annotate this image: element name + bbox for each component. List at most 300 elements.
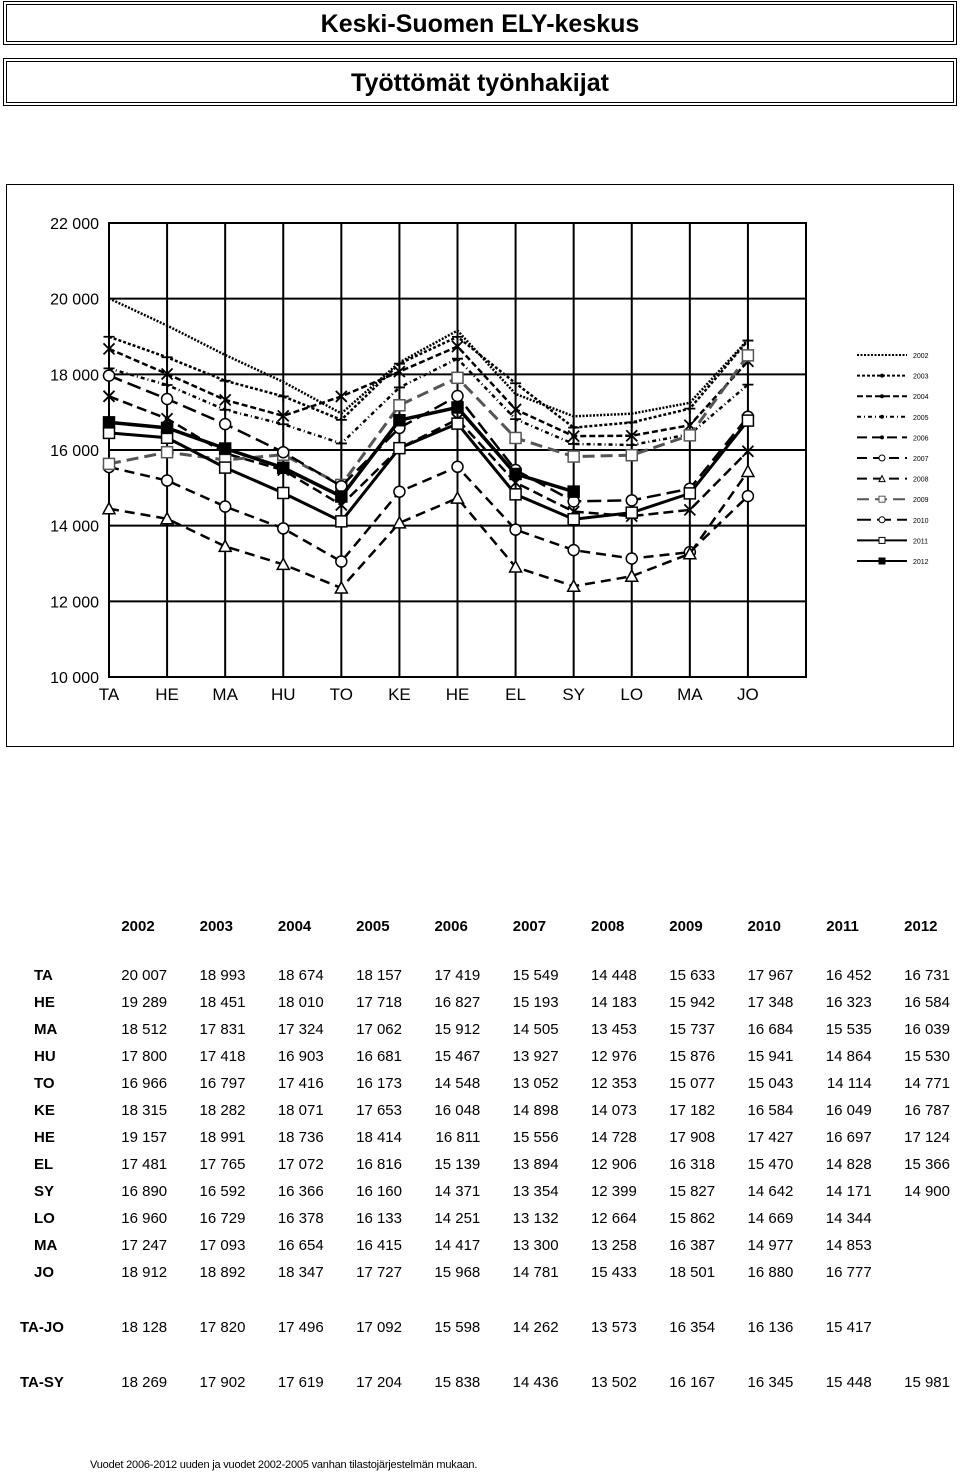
table-cell: 15 077 [669, 1075, 716, 1092]
y-tick-label: 18 000 [50, 367, 99, 385]
table-cell: 15 838 [434, 1374, 481, 1391]
series-2003 [104, 331, 754, 433]
table-cell: 14 251 [434, 1210, 481, 1227]
row-label: MA [34, 1237, 58, 1254]
table-cell: 13 258 [590, 1237, 637, 1254]
data-point [452, 391, 463, 402]
data-point [452, 492, 464, 503]
table-cell: 18 512 [121, 1021, 168, 1038]
data-point [742, 491, 753, 502]
table-cell: 14 728 [590, 1129, 637, 1146]
x-tick-label: EL [505, 685, 526, 704]
series-2008 [103, 465, 754, 593]
year-header: 2011 [826, 917, 859, 935]
table-cell: 17 908 [669, 1129, 716, 1146]
spacer-row [10, 940, 960, 962]
data-point [162, 380, 173, 391]
table-row [10, 1314, 960, 1341]
data-point [568, 486, 579, 497]
series-2002 [109, 298, 748, 416]
data-point [336, 516, 347, 527]
data-point [742, 465, 754, 476]
legend-marker [879, 558, 885, 564]
data-point [510, 489, 521, 500]
table-cell: 16 684 [747, 1021, 794, 1038]
title-header [6, 61, 954, 103]
table-cell: 17 062 [356, 1021, 402, 1038]
table-cell [882, 1205, 960, 1232]
data-point [162, 422, 173, 433]
data-point [510, 414, 521, 425]
table-cell: 17 419 [434, 967, 481, 984]
data-point [626, 495, 637, 506]
data-point [278, 487, 289, 498]
table-cell: 15 433 [590, 1264, 637, 1281]
legend-label: 2012 [913, 559, 929, 566]
data-point [162, 447, 173, 458]
table-cell: 14 642 [747, 1183, 794, 1200]
table-cell: 17 481 [121, 1156, 168, 1173]
table-cell: 16 049 [825, 1102, 872, 1119]
data-point [394, 415, 405, 426]
table-cell: 16 167 [669, 1374, 716, 1391]
legend-label: 2004 [913, 394, 929, 402]
data-point [220, 404, 231, 415]
x-tick-label: HE [155, 685, 179, 704]
table-cell: 17 182 [669, 1102, 716, 1119]
table-cell: 16 697 [825, 1129, 872, 1146]
row-label: KE [34, 1102, 55, 1119]
table-cell: 13 453 [590, 1021, 637, 1038]
table-cell: 17 324 [277, 1021, 324, 1038]
year-header: 2005 [356, 917, 390, 935]
y-tick-label: 22 000 [50, 216, 99, 233]
table-cell: 18 315 [121, 1102, 168, 1119]
table-row [10, 1178, 960, 1205]
table-cell: 17 820 [199, 1319, 246, 1336]
data-point [336, 438, 347, 449]
table-row [10, 1016, 960, 1043]
table-cell: 15 598 [434, 1319, 481, 1336]
row-label: TA-SY [20, 1374, 64, 1391]
table-cell: 18 501 [669, 1264, 716, 1281]
data-point [510, 432, 521, 443]
table-cell: 17 204 [356, 1374, 402, 1391]
table-cell: 14 505 [512, 1021, 559, 1038]
table-cell: 18 128 [121, 1319, 168, 1336]
table-cell: 15 827 [669, 1183, 716, 1200]
year-header: 2008 [591, 917, 625, 935]
table-cell: 16 584 [904, 994, 950, 1011]
x-tick-label: TO [329, 685, 353, 704]
data-point [626, 417, 637, 428]
data-point [394, 443, 405, 454]
table-cell: 16 173 [356, 1075, 402, 1092]
table-cell: 16 039 [904, 1021, 950, 1038]
table-cell: 16 811 [435, 1129, 481, 1146]
table-cell: 18 736 [277, 1129, 324, 1146]
table-cell: 14 771 [904, 1075, 950, 1092]
data-point [452, 353, 463, 364]
table-cell: 15 862 [669, 1210, 716, 1227]
data-point [220, 375, 231, 386]
legend-label: 2009 [913, 497, 929, 505]
table-cell: 18 993 [199, 967, 246, 984]
table-cell: 17 831 [199, 1021, 246, 1038]
data-point [220, 419, 231, 430]
table-cell: 14 183 [590, 994, 637, 1011]
legend-marker [879, 537, 885, 543]
data-point [742, 350, 753, 361]
table-cell: 14 828 [825, 1156, 872, 1173]
legend-label: 2002 [913, 353, 929, 360]
data-point [220, 462, 231, 473]
footnote: Vuodet 2006-2012 uuden ja vuodet 2002-2005 vanhan tilastojärjestelmän mukaan. [90, 1459, 478, 1471]
table-cell: 16 133 [356, 1210, 402, 1227]
table-cell: 15 043 [747, 1075, 794, 1092]
table-cell: 18 010 [277, 994, 324, 1011]
table-cell: 14 448 [590, 967, 637, 984]
x-tick-label: LO [620, 685, 644, 704]
table-cell: 16 387 [669, 1237, 716, 1254]
table-cell: 14 900 [904, 1183, 950, 1200]
table-cell [882, 1314, 960, 1341]
table-cell: 16 584 [747, 1102, 794, 1119]
legend-marker [880, 415, 884, 419]
table-cell: 16 880 [747, 1264, 794, 1281]
data-point [452, 461, 463, 472]
table-cell: 15 942 [669, 994, 716, 1011]
table-cell: 13 502 [590, 1374, 637, 1391]
data-point [684, 430, 695, 441]
row-label: HE [34, 994, 55, 1011]
table-cell: 12 976 [590, 1048, 637, 1065]
table-cell: 15 941 [747, 1048, 794, 1065]
table-cell: 13 894 [512, 1156, 559, 1173]
y-tick-label: 20 000 [50, 291, 99, 309]
table-cell: 17 619 [277, 1374, 324, 1391]
table-cell: 18 157 [356, 967, 402, 984]
line-chart [7, 185, 953, 746]
data-point [394, 400, 405, 411]
table-cell: 14 548 [434, 1075, 481, 1092]
data-point [742, 415, 753, 426]
table-cell: 15 535 [825, 1021, 872, 1038]
table-row [10, 1259, 960, 1286]
table-cell: 17 800 [121, 1048, 168, 1065]
data-point [220, 443, 231, 454]
data-point [336, 491, 347, 502]
x-tick-label: HU [270, 685, 296, 704]
table-cell: 14 781 [512, 1264, 559, 1281]
year-header: 2006 [434, 917, 468, 935]
data-point [510, 468, 521, 479]
x-tick-label: KE [388, 685, 411, 704]
year-header: 2004 [277, 917, 312, 935]
table-cell: 18 282 [199, 1102, 246, 1119]
table-cell: 17 765 [199, 1156, 246, 1173]
table-cell: 15 366 [904, 1156, 950, 1173]
table-cell: 15 467 [434, 1048, 481, 1065]
table-cell: 14 436 [512, 1374, 559, 1391]
table-row [10, 962, 960, 989]
table-cell: 19 289 [121, 994, 168, 1011]
data-point [162, 475, 173, 486]
table-cell: 17 092 [356, 1319, 402, 1336]
legend-label: 2011 [913, 538, 929, 546]
data-point [104, 427, 115, 438]
table-cell: 13 132 [512, 1210, 559, 1227]
table-cell: 16 048 [434, 1102, 481, 1119]
table-cell: 16 323 [825, 994, 872, 1011]
table-cell: 14 171 [825, 1183, 872, 1200]
series-line [109, 471, 748, 588]
table-cell: 16 354 [669, 1319, 716, 1336]
y-tick-label: 14 000 [50, 518, 99, 536]
spacer-row [10, 1286, 960, 1314]
table-cell: 14 853 [825, 1237, 872, 1254]
table-cell [882, 1259, 960, 1286]
x-tick-label: MA [677, 685, 703, 704]
table-cell: 15 193 [512, 994, 559, 1011]
data-point [278, 391, 289, 402]
table-cell: 14 344 [825, 1210, 872, 1227]
legend-marker [879, 517, 885, 523]
row-label: HU [34, 1048, 56, 1065]
legend-marker [880, 435, 884, 439]
series-line [109, 346, 748, 436]
table-cell: 16 318 [669, 1156, 716, 1173]
table-cell: 19 157 [121, 1129, 168, 1146]
table-cell: 16 136 [747, 1319, 794, 1336]
table-cell [882, 1232, 960, 1259]
table-cell: 14 417 [434, 1237, 481, 1254]
table-cell: 15 139 [434, 1156, 481, 1173]
data-point [626, 553, 637, 564]
table-row [10, 1151, 960, 1178]
table-cell: 17 727 [356, 1264, 402, 1281]
data-point [568, 451, 579, 462]
data-point [452, 418, 463, 429]
data-point [510, 524, 521, 535]
table-row [10, 1205, 960, 1232]
row-label: TA-JO [20, 1319, 64, 1336]
table-row [10, 1043, 960, 1070]
table-row [10, 1097, 960, 1124]
table-cell: 18 912 [121, 1264, 168, 1281]
year-header: 2007 [512, 917, 547, 935]
table-cell: 16 903 [277, 1048, 324, 1065]
table-cell: 17 496 [277, 1319, 324, 1336]
data-point [626, 450, 637, 461]
table-cell: 16 816 [356, 1156, 402, 1173]
table-cell: 17 902 [199, 1374, 246, 1391]
table-cell: 16 731 [904, 967, 950, 984]
table-cell: 17 967 [747, 967, 794, 984]
table-cell: 17 348 [747, 994, 794, 1011]
table-cell: 17 416 [277, 1075, 324, 1092]
table-cell: 12 906 [590, 1156, 637, 1173]
table-cell: 18 269 [121, 1374, 168, 1391]
series-2009 [104, 350, 754, 491]
table-cell: 17 247 [121, 1237, 168, 1254]
data-point [626, 507, 637, 518]
year-header: 2010 [747, 917, 781, 935]
legend-label: 2008 [913, 476, 929, 484]
table-cell: 16 160 [356, 1183, 402, 1200]
table-cell: 14 977 [747, 1237, 794, 1254]
data-table [10, 912, 960, 1396]
table-cell: 18 991 [199, 1129, 246, 1146]
table-cell: 17 124 [904, 1129, 950, 1146]
legend-label: 2006 [913, 435, 929, 443]
row-label: HE [34, 1129, 55, 1146]
table-cell: 15 549 [512, 967, 559, 984]
table-cell: 14 114 [826, 1075, 872, 1092]
table-cell: 14 669 [747, 1210, 794, 1227]
table-row [10, 989, 960, 1016]
table-cell: 15 876 [669, 1048, 716, 1065]
table-cell: 13 300 [512, 1237, 559, 1254]
table-cell: 18 892 [199, 1264, 246, 1281]
spacer-row [10, 1341, 960, 1369]
row-label: LO [34, 1210, 55, 1227]
table-cell: 15 448 [825, 1374, 872, 1391]
table-cell: 14 262 [512, 1319, 559, 1336]
series-line [109, 421, 748, 522]
table-cell: 16 729 [199, 1210, 246, 1227]
legend-label: 2003 [913, 373, 929, 381]
series-line [109, 298, 748, 416]
data-point [626, 439, 637, 450]
data-point [394, 486, 405, 497]
x-tick-label: TA [98, 685, 120, 704]
table-cell: 15 633 [669, 967, 716, 984]
table-cell: 16 345 [747, 1374, 794, 1391]
table-cell: 17 653 [356, 1102, 402, 1119]
table-cell: 14 073 [590, 1102, 637, 1119]
data-point [104, 331, 115, 342]
table-cell: 16 366 [277, 1183, 324, 1200]
data-point [684, 488, 695, 499]
table-cell: 17 093 [199, 1237, 246, 1254]
page-title: Työttömät työnhakijat [351, 69, 609, 97]
row-label: SY [34, 1183, 55, 1200]
chart-frame [6, 184, 954, 747]
legend-marker [880, 394, 884, 398]
table-cell: 16 592 [199, 1183, 246, 1200]
legend-marker [880, 374, 884, 378]
table-cell: 17 418 [199, 1048, 246, 1065]
table-cell: 20 007 [121, 967, 168, 984]
table-cell: 18 414 [356, 1129, 402, 1146]
y-tick-label: 12 000 [50, 594, 99, 612]
table-row [10, 1124, 960, 1151]
data-point [104, 458, 115, 469]
table-cell: 16 966 [121, 1075, 168, 1092]
table-cell: 12 399 [590, 1183, 637, 1200]
table-cell: 16 777 [825, 1264, 872, 1281]
legend-label: 2010 [913, 517, 929, 525]
x-tick-label: MA [212, 685, 238, 704]
year-header: 2003 [199, 917, 233, 935]
table-cell: 17 427 [747, 1129, 794, 1146]
x-tick-label: JO [737, 685, 759, 704]
legend-marker [879, 496, 885, 502]
series-2004 [104, 341, 754, 442]
data-point [452, 402, 463, 413]
table-cell: 15 530 [904, 1048, 950, 1065]
series-line [109, 376, 748, 502]
table-cell: 18 674 [277, 967, 324, 984]
row-label: JO [34, 1264, 55, 1281]
legend-label: 2005 [913, 414, 929, 422]
year-header: 2012 [904, 917, 938, 935]
table-cell: 16 797 [199, 1075, 246, 1092]
table-cell: 16 415 [356, 1237, 402, 1254]
table-cell: 15 737 [669, 1021, 716, 1038]
year-header-row [10, 912, 960, 940]
table-row [10, 1369, 960, 1396]
table-cell: 16 787 [904, 1102, 950, 1119]
year-header: 2002 [121, 917, 155, 935]
table-cell: 18 071 [277, 1102, 324, 1119]
legend-marker [879, 455, 885, 461]
table-cell: 15 968 [434, 1264, 481, 1281]
year-header: 2009 [669, 917, 703, 935]
table-cell: 13 354 [512, 1183, 559, 1200]
data-point [568, 545, 579, 556]
table-cell: 18 347 [277, 1264, 324, 1281]
table-cell: 15 556 [512, 1129, 559, 1146]
organization-header [6, 4, 954, 42]
table-cell: 14 898 [512, 1102, 559, 1119]
x-tick-label: HE [445, 685, 470, 704]
row-label: EL [34, 1156, 54, 1173]
data-point [162, 352, 173, 363]
table-cell: 16 890 [121, 1183, 168, 1200]
row-label: TO [34, 1075, 55, 1092]
table-cell: 13 573 [590, 1319, 637, 1336]
table-cell: 17 718 [356, 994, 402, 1011]
table-cell: 16 681 [356, 1048, 402, 1065]
data-point [336, 556, 347, 567]
data-point [742, 379, 753, 390]
table-cell: 17 072 [277, 1156, 324, 1173]
y-tick-label: 10 000 [50, 670, 99, 687]
table-cell: 16 378 [277, 1210, 324, 1227]
table-cell: 14 864 [825, 1048, 872, 1065]
table-cell: 16 654 [277, 1237, 324, 1254]
data-point [104, 370, 115, 381]
table-cell: 15 470 [747, 1156, 794, 1173]
row-label: TA [34, 967, 53, 984]
data-point [104, 417, 115, 428]
table-cell: 15 912 [434, 1021, 481, 1038]
data-point [219, 540, 231, 551]
data-point [162, 394, 173, 405]
data-point [278, 447, 289, 458]
table-cell: 15 981 [904, 1374, 950, 1391]
table-row [10, 1070, 960, 1097]
data-point [278, 462, 289, 473]
table-cell: 12 353 [590, 1075, 637, 1092]
x-tick-label: SY [562, 685, 586, 704]
table-cell: 12 664 [590, 1210, 637, 1227]
table-cell: 13 927 [512, 1048, 559, 1065]
table-cell: 16 452 [825, 967, 872, 984]
table-cell: 14 371 [434, 1183, 481, 1200]
